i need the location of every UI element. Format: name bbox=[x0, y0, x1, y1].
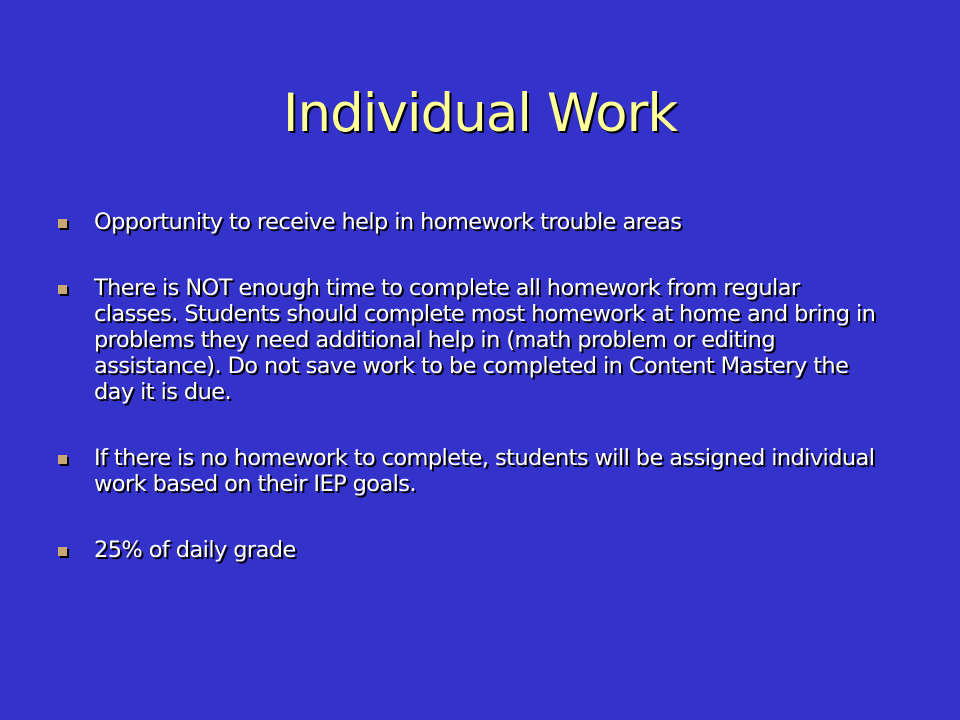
square-bullet-icon bbox=[58, 547, 67, 556]
bullet-item bbox=[58, 275, 888, 405]
bullet-text: There is NOT enough time to complete all homework from regular classes. Students should complete most homework at home and bring in problems they need additional help in (math problem or editing assistance). Do not save work to be completed in Content Mastery the day it is due. bbox=[94, 275, 876, 405]
square-bullet-icon bbox=[58, 455, 67, 464]
bullet-item bbox=[58, 537, 888, 563]
bullet-item bbox=[58, 209, 888, 235]
bullet-item bbox=[58, 445, 888, 497]
slide-title: Individual Work bbox=[282, 83, 678, 144]
bullet-text: Opportunity to receive help in homework trouble areas bbox=[94, 209, 682, 235]
square-bullet-icon bbox=[58, 285, 67, 294]
square-bullet-icon bbox=[58, 219, 67, 228]
bullet-text: If there is no homework to complete, students will be assigned individual work based on their IEP goals. bbox=[94, 445, 875, 497]
bullet-text: 25% of daily grade bbox=[94, 537, 296, 563]
bullet-list bbox=[58, 209, 888, 563]
